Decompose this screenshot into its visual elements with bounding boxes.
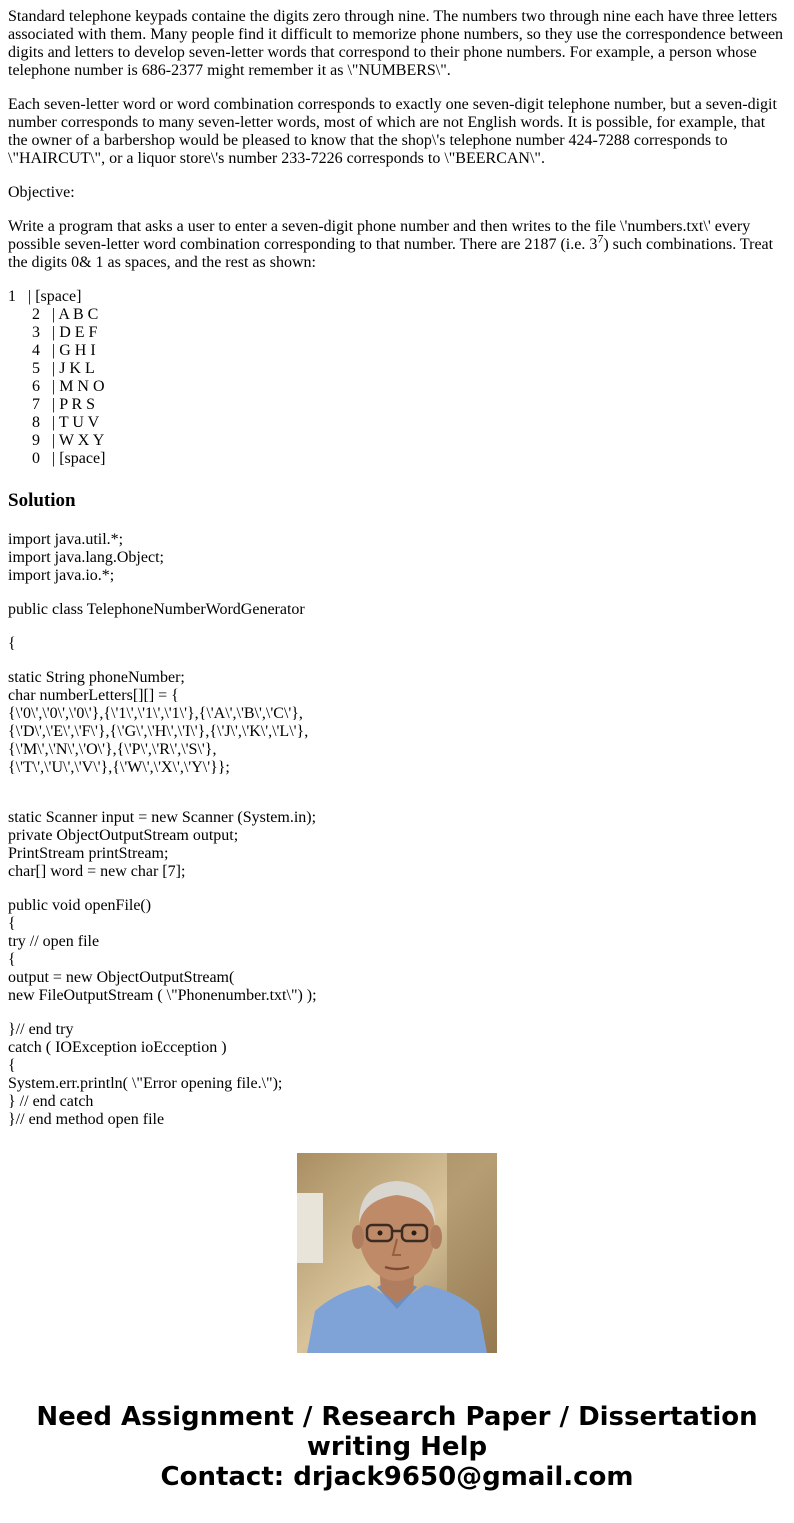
mapping-row: 6 | M N O — [8, 378, 105, 395]
code-line: catch ( IOException ioEcception ) — [8, 1039, 227, 1056]
intro-paragraph: Standard telephone keypads containe the digits zero through nine. The numbers two through nine each have three letters associated with them. Many people find it difficult to memorize phone numbers, so they use the correspondence between digits and letters to develop seven-letter words that correspond to their phone numbers. For example, a person whose telephone number is 686-2377 might remember it as \"NUMBERS\". — [8, 8, 784, 79]
banner-line-2: writing Help — [306, 1432, 488, 1462]
code-line: }// end method open file — [8, 1111, 165, 1128]
person-illustration — [297, 1153, 497, 1353]
code-blank — [8, 653, 786, 669]
contact-banner — [0, 1402, 794, 1492]
code-line: } // end catch — [8, 1093, 94, 1110]
code-line: System.err.println( \"Error opening file.\"); — [8, 1075, 283, 1092]
keypad-mapping — [8, 288, 786, 468]
code-blank — [8, 881, 786, 897]
mapping-row: 0 | [space] — [8, 450, 106, 467]
code-line: }// end try — [8, 1021, 74, 1038]
solution-heading: Solution — [8, 490, 76, 511]
code-line: {\'M\',\'N\',\'O\'},{\'P\',\'R\',\'S\'}, — [8, 741, 217, 758]
code-line: { — [8, 951, 16, 968]
code-line: {\'0\',\'0\',\'0\'},{\'1\',\'1\',\'1\'},{\'A\',\'B\',\'C\'}, — [8, 705, 303, 722]
code-blank — [8, 1005, 786, 1021]
mapping-row: 7 | P R S — [8, 396, 96, 413]
code-line: output = new ObjectOutputStream( — [8, 969, 235, 986]
task-paragraph — [8, 218, 786, 272]
code-line: PrintStream printStream; — [8, 845, 169, 862]
mapping-row: 8 | T U V — [8, 414, 100, 431]
mapping-row: 1 | [space] — [8, 288, 82, 305]
code-line: import java.util.*; — [8, 531, 124, 548]
code-line: { — [8, 915, 16, 932]
mapping-row: 5 | J K L — [8, 360, 95, 377]
document-content — [8, 8, 786, 1128]
code-line: static Scanner input = new Scanner (System.in); — [8, 809, 317, 826]
code-line: {\'T\',\'U\',\'V\'},{\'W\',\'X\',\'Y\'}}; — [8, 759, 230, 776]
code-line: {\'D\',\'E\',\'F\'},{\'G\',\'H\',\'I\'},{\'J\',\'K\',\'L\'}, — [8, 723, 309, 740]
mapping-row: 2 | A B C — [8, 306, 99, 323]
mapping-row: 4 | G H I — [8, 342, 96, 359]
code-line: try // open file — [8, 933, 100, 950]
code-line: public void openFile() — [8, 897, 152, 914]
banner-line-1: Need Assignment / Research Paper / Dissertation — [36, 1402, 758, 1432]
code-line: static String phoneNumber; — [8, 669, 185, 686]
solution-code[interactable] — [8, 531, 786, 1128]
code-line: private ObjectOutputStream output; — [8, 827, 239, 844]
code-blank — [8, 793, 786, 809]
code-line: import java.io.*; — [8, 567, 115, 584]
mapping-row: 9 | W X Y — [8, 432, 105, 449]
code-blank — [8, 585, 786, 601]
code-line: import java.lang.Object; — [8, 549, 164, 566]
code-blank — [8, 777, 786, 793]
objective-label: Objective: — [8, 184, 75, 201]
task-text-start: Write a program that asks a user to enter a seven-digit phone number and then writes to the file \'numbers.txt\' every possible seven-letter word combination corresponding to that number. There are 2187 (i.e. 3 — [8, 218, 751, 253]
task-text-end: ) such combinations. Treat the digits 0& 1 as spaces, and the rest as shown: — [8, 236, 774, 271]
tutor-photo — [297, 1153, 497, 1353]
code-blank — [8, 619, 786, 635]
code-line: { — [8, 635, 16, 652]
code-line: new FileOutputStream ( \"Phonenumber.txt\") ); — [8, 987, 317, 1004]
mapping-row: 3 | D E F — [8, 324, 98, 341]
contact-email[interactable]: Contact: drjack9650@gmail.com — [160, 1462, 634, 1492]
explanation-paragraph: Each seven-letter word or word combination corresponds to exactly one seven-digit telephone number, but a seven-digit number corresponds to many seven-letter words, most of which are not English words. It is possible, for example, that the owner of a barbershop would be pleased to know that the shop\'s telephone number 424-7288 corresponds to \"HAIRCUT\", or a liquor store\'s number 233-7226 corresponds to \"BEERCAN\". — [8, 96, 777, 167]
code-line: public class TelephoneNumberWordGenerator — [8, 601, 305, 618]
code-line: { — [8, 1057, 16, 1074]
code-line: char[] word = new char [7]; — [8, 863, 186, 880]
exponent: 7 — [597, 231, 604, 246]
code-line: char numberLetters[][] = { — [8, 687, 179, 704]
